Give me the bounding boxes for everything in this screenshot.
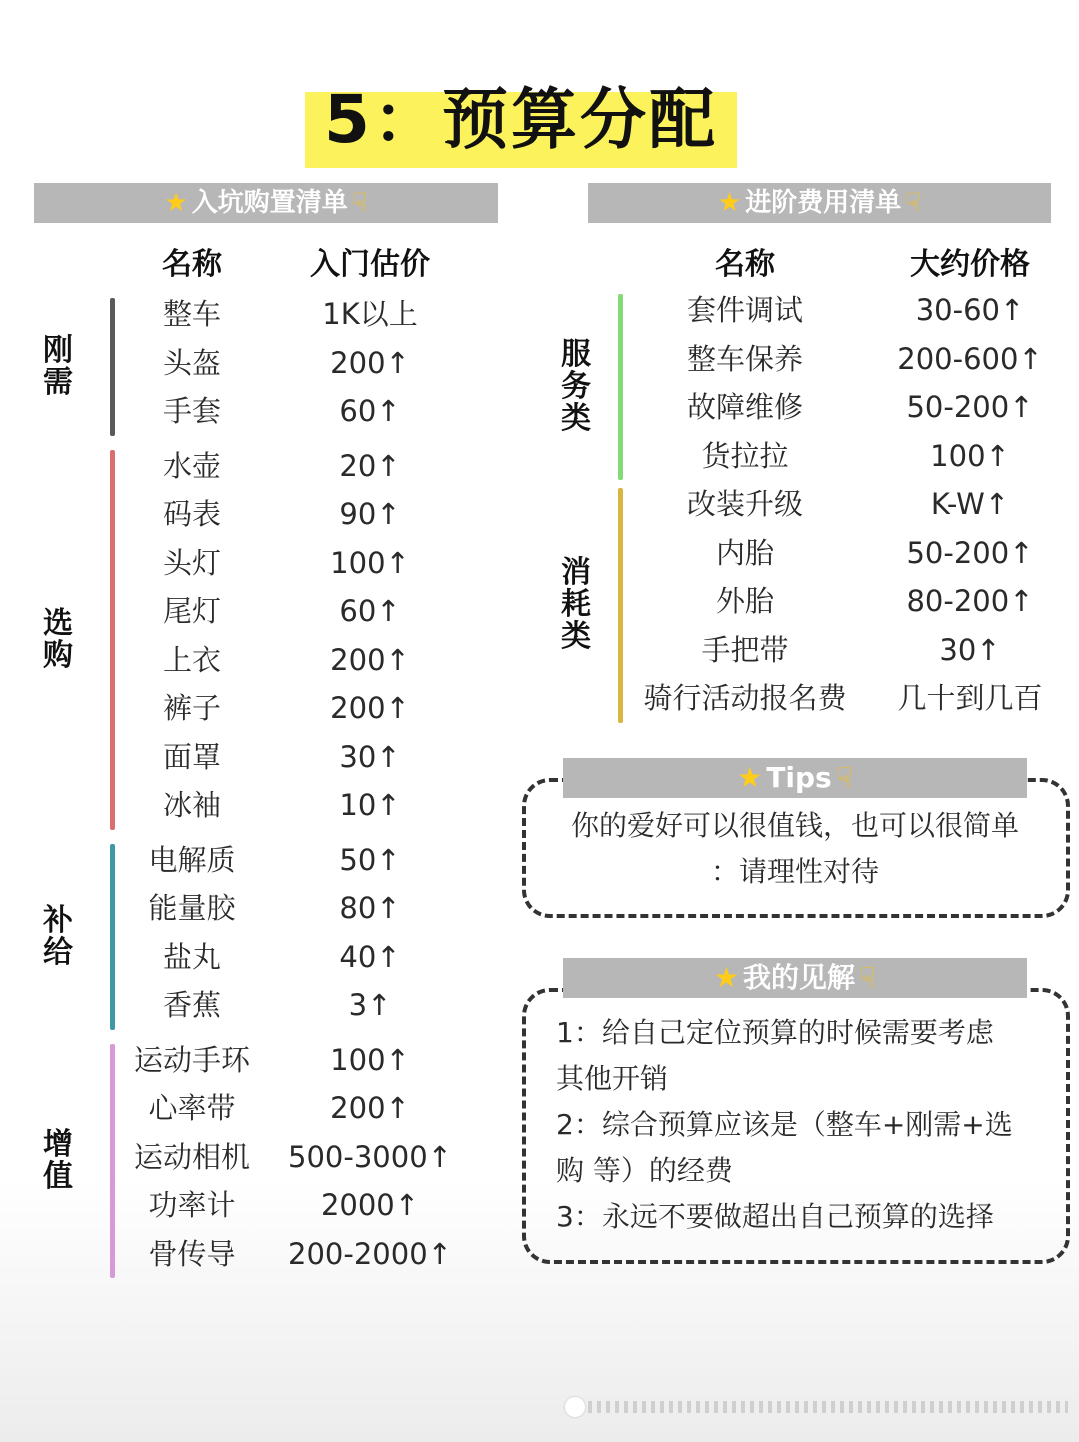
item-name: 手套 — [162, 394, 221, 428]
item-price: 10↑ — [339, 788, 401, 822]
tips-header — [563, 758, 1027, 798]
right-col-price-header: 大约价格 — [910, 247, 1030, 282]
item-price: 2000↑ — [320, 1188, 420, 1222]
category-bar — [110, 1044, 115, 1279]
item-name: 面罩 — [162, 739, 221, 774]
insight-title: 我的见解 — [743, 961, 856, 994]
pointing-down-hand-icon: ☟ — [905, 188, 922, 218]
insight-header — [563, 958, 1027, 998]
item-price: 40↑ — [339, 939, 401, 974]
left-section-title: 入坑购置清单 — [191, 188, 348, 218]
category-bar — [618, 294, 623, 480]
item-name: 内胎 — [715, 535, 774, 570]
item-price: 100↑ — [330, 1042, 410, 1077]
item-price: 30↑ — [939, 632, 1001, 667]
category-label: 服务类 — [561, 337, 591, 436]
item-name: 心率带 — [148, 1091, 236, 1125]
item-name: 外胎 — [715, 584, 774, 618]
star-icon: ★ — [164, 188, 188, 218]
item-name: 改装升级 — [686, 487, 803, 521]
item-name: 上衣 — [162, 642, 221, 677]
insight-line-3: 2：综合预算应该是（整车+刚需+选 — [556, 1108, 1013, 1141]
item-name: 故障维修 — [686, 390, 803, 424]
left-section-header — [34, 183, 498, 223]
item-name: 电解质 — [148, 842, 236, 877]
item-name: 香蕉 — [162, 988, 221, 1022]
category-label: 刚需 — [43, 332, 73, 400]
right-section-title: 进阶费用清单 — [745, 188, 902, 218]
item-price: 60↑ — [339, 594, 401, 628]
item-price: 3↑ — [348, 988, 392, 1022]
category-label: 选购 — [43, 605, 73, 673]
right-col-name-header: 名称 — [715, 247, 775, 282]
item-price: 80-200↑ — [906, 584, 1034, 618]
item-name: 尾灯 — [162, 594, 221, 628]
insight-line-2: 其他开销 — [556, 1062, 669, 1095]
item-name: 头盔 — [162, 345, 221, 380]
tips-title: Tips — [766, 761, 832, 794]
item-name: 能量胶 — [148, 891, 236, 925]
star-icon: ★ — [713, 961, 740, 994]
tips-line-2: ：请理性对待 — [710, 855, 879, 888]
pagination[interactable] — [565, 1397, 1065, 1417]
category-label: 补给 — [43, 902, 73, 970]
item-name: 冰袖 — [162, 788, 221, 822]
item-price: 100↑ — [930, 438, 1010, 473]
item-price: K-W↑ — [930, 487, 1010, 521]
pointing-down-hand-icon: ☟ — [351, 188, 368, 218]
item-price: 200↑ — [330, 642, 410, 677]
tips-line-1: 你的爱好可以很值钱，也可以很简单 — [570, 809, 1019, 842]
item-price: 200-600↑ — [897, 341, 1043, 376]
item-name: 水壶 — [162, 448, 221, 483]
item-price: 200↑ — [330, 345, 410, 380]
star-icon: ★ — [717, 188, 742, 218]
item-price: 200↑ — [330, 1091, 410, 1125]
item-price: 50-200↑ — [906, 390, 1034, 424]
item-price: 90↑ — [339, 497, 401, 531]
page-title: 5：预算分配 — [324, 81, 718, 158]
star-icon: ★ — [737, 761, 763, 794]
item-price: 60↑ — [339, 394, 401, 428]
insight-line-5: 3：永远不要做超出自己预算的选择 — [556, 1200, 994, 1233]
category-label: 消耗类 — [561, 555, 591, 655]
item-name: 整车 — [162, 297, 221, 331]
item-price: 200-2000↑ — [288, 1236, 452, 1271]
item-price: 500-3000↑ — [288, 1139, 452, 1174]
pagination-active-dot[interactable] — [565, 1397, 585, 1417]
pointing-down-hand-icon: ☟ — [835, 761, 853, 794]
item-price: 1K以上 — [322, 297, 418, 331]
item-name: 功率计 — [148, 1188, 236, 1222]
right-section-header — [588, 183, 1051, 223]
insight-line-4: 购 等）的经费 — [556, 1154, 733, 1187]
category-label: 增值 — [43, 1126, 73, 1194]
category-bar — [110, 844, 115, 1030]
item-price: 20↑ — [339, 448, 401, 483]
item-name: 码表 — [162, 497, 221, 531]
category-bar — [110, 450, 115, 830]
item-name: 头灯 — [162, 545, 221, 580]
item-name: 整车保养 — [686, 341, 803, 376]
item-price: 100↑ — [330, 545, 410, 580]
item-price: 30-60↑ — [915, 293, 1025, 327]
item-name: 裤子 — [162, 691, 221, 725]
item-name: 骑行活动报名费 — [643, 681, 847, 715]
item-price: 30↑ — [339, 739, 401, 774]
item-name: 手把带 — [701, 632, 789, 667]
item-price: 几十到几百 — [897, 681, 1043, 715]
pointing-down-hand-icon: ☟ — [859, 961, 877, 994]
item-price: 80↑ — [339, 891, 401, 925]
item-name: 骨传导 — [148, 1236, 236, 1271]
item-name: 运动相机 — [133, 1139, 250, 1174]
item-price: 50-200↑ — [906, 535, 1034, 570]
item-price: 50↑ — [339, 842, 401, 877]
insight-line-1: 1：给自己定位预算的时候需要考虑 — [556, 1016, 994, 1049]
item-price: 200↑ — [330, 691, 410, 725]
item-name: 套件调试 — [686, 293, 803, 327]
left-col-price-header: 入门估价 — [310, 247, 430, 282]
item-name: 盐丸 — [162, 939, 221, 974]
left-col-name-header: 名称 — [162, 247, 222, 282]
category-bar — [618, 488, 623, 723]
category-bar — [110, 298, 115, 436]
item-name: 运动手环 — [133, 1042, 250, 1077]
item-name: 货拉拉 — [701, 438, 789, 473]
